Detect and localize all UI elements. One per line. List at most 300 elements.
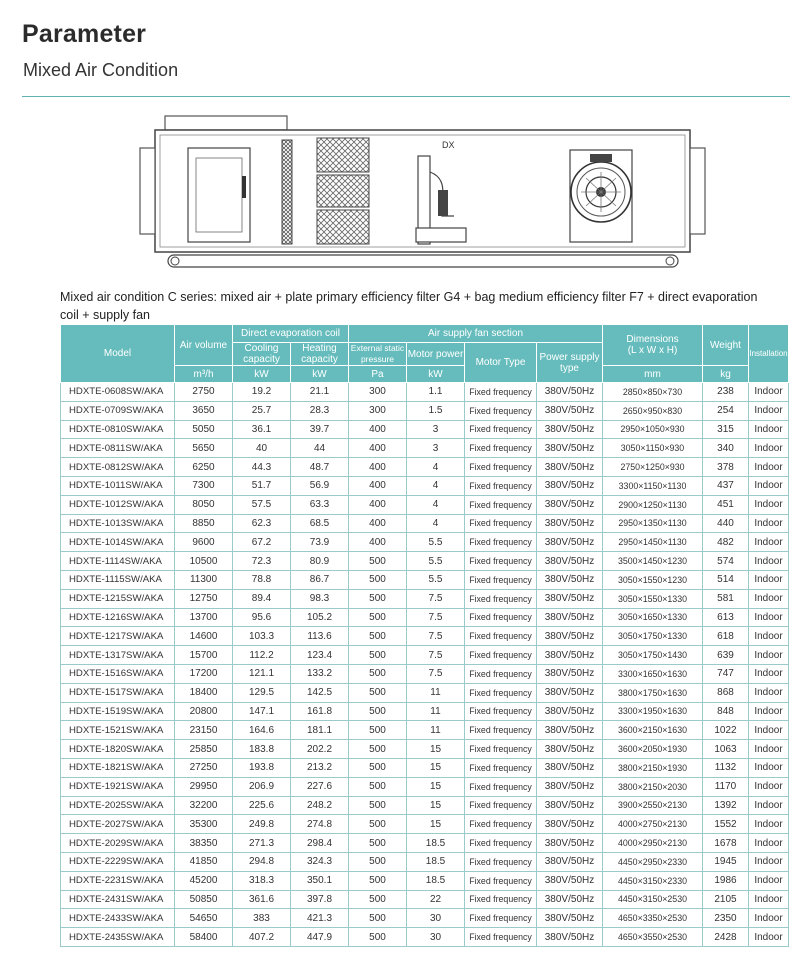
cell-model: HDXTE-1114SW/AKA [61, 552, 175, 571]
unit-air-volume: m³/h [175, 366, 233, 383]
table-row [61, 702, 789, 721]
cell-external-static-pressure: 500 [349, 815, 407, 834]
cell-power-supply: 380V/50Hz [537, 589, 603, 608]
unit-heating: kW [291, 366, 349, 383]
cell-heating-capacity: 48.7 [291, 458, 349, 477]
table-row [61, 871, 789, 890]
dimensions-sublabel: (L x W x H) [627, 345, 678, 356]
cell-heating-capacity: 161.8 [291, 702, 349, 721]
cell-model: HDXTE-1013SW/AKA [61, 514, 175, 533]
cell-model: HDXTE-0811SW/AKA [61, 439, 175, 458]
cell-power-supply: 380V/50Hz [537, 815, 603, 834]
cell-heating-capacity: 142.5 [291, 683, 349, 702]
table-row [61, 514, 789, 533]
cell-heating-capacity: 21.1 [291, 383, 349, 402]
cell-power-supply: 380V/50Hz [537, 495, 603, 514]
cell-motor-type: Fixed frequency [465, 871, 537, 890]
cell-dimensions: 3050×1750×1430 [603, 646, 703, 665]
cell-motor-type: Fixed frequency [465, 570, 537, 589]
table-row [61, 476, 789, 495]
cell-external-static-pressure: 400 [349, 514, 407, 533]
cell-air-volume: 38350 [175, 834, 233, 853]
cell-cooling-capacity: 164.6 [233, 721, 291, 740]
cell-power-supply: 380V/50Hz [537, 890, 603, 909]
cell-motor-type: Fixed frequency [465, 533, 537, 552]
cell-installation: Indoor [749, 834, 789, 853]
cell-cooling-capacity: 89.4 [233, 589, 291, 608]
cell-cooling-capacity: 193.8 [233, 758, 291, 777]
table-row [61, 890, 789, 909]
cell-weight: 581 [703, 589, 749, 608]
cell-dimensions: 2900×1250×1130 [603, 495, 703, 514]
cell-cooling-capacity: 67.2 [233, 533, 291, 552]
cell-heating-capacity: 44 [291, 439, 349, 458]
cell-motor-type: Fixed frequency [465, 608, 537, 627]
cell-heating-capacity: 68.5 [291, 514, 349, 533]
cell-motor-power: 5.5 [407, 533, 465, 552]
cell-cooling-capacity: 78.8 [233, 570, 291, 589]
cell-motor-power: 4 [407, 458, 465, 477]
cell-motor-type: Fixed frequency [465, 683, 537, 702]
cell-heating-capacity: 350.1 [291, 871, 349, 890]
cell-heating-capacity: 28.3 [291, 401, 349, 420]
cell-external-static-pressure: 400 [349, 458, 407, 477]
cell-dimensions: 4450×3150×2530 [603, 890, 703, 909]
cell-air-volume: 8050 [175, 495, 233, 514]
table-row [61, 852, 789, 871]
cell-installation: Indoor [749, 458, 789, 477]
cell-motor-type: Fixed frequency [465, 401, 537, 420]
cell-heating-capacity: 80.9 [291, 552, 349, 571]
cell-installation: Indoor [749, 664, 789, 683]
cell-installation: Indoor [749, 627, 789, 646]
cell-heating-capacity: 274.8 [291, 815, 349, 834]
cell-cooling-capacity: 225.6 [233, 796, 291, 815]
cell-model: HDXTE-1115SW/AKA [61, 570, 175, 589]
cell-cooling-capacity: 206.9 [233, 777, 291, 796]
cell-external-static-pressure: 500 [349, 796, 407, 815]
cell-weight: 451 [703, 495, 749, 514]
cell-motor-power: 3 [407, 439, 465, 458]
cell-installation: Indoor [749, 758, 789, 777]
cell-installation: Indoor [749, 514, 789, 533]
cell-weight: 747 [703, 664, 749, 683]
cell-dimensions: 3300×1150×1130 [603, 476, 703, 495]
cell-air-volume: 12750 [175, 589, 233, 608]
cell-air-volume: 58400 [175, 928, 233, 947]
cell-motor-type: Fixed frequency [465, 834, 537, 853]
cell-power-supply: 380V/50Hz [537, 420, 603, 439]
cell-cooling-capacity: 121.1 [233, 664, 291, 683]
cell-motor-power: 15 [407, 758, 465, 777]
cell-installation: Indoor [749, 401, 789, 420]
cell-external-static-pressure: 500 [349, 758, 407, 777]
cell-weight: 2428 [703, 928, 749, 947]
unit-motor-power: kW [407, 366, 465, 383]
table-row [61, 608, 789, 627]
series-description: Mixed air condition C series: mixed air + plate primary efficiency filter G4 + bag medium efficiency filter F7 + direct evaporation coil + supply fan [60, 290, 758, 322]
cell-air-volume: 7300 [175, 476, 233, 495]
cell-heating-capacity: 113.6 [291, 627, 349, 646]
page-subtitle: Mixed Air Condition [23, 60, 179, 80]
cell-model: HDXTE-0810SW/AKA [61, 420, 175, 439]
table-row [61, 740, 789, 759]
cell-air-volume: 25850 [175, 740, 233, 759]
cell-cooling-capacity: 51.7 [233, 476, 291, 495]
cell-heating-capacity: 447.9 [291, 928, 349, 947]
cell-dimensions: 4450×2950×2330 [603, 852, 703, 871]
cell-weight: 1392 [703, 796, 749, 815]
table-row [61, 646, 789, 665]
cell-model: HDXTE-2431SW/AKA [61, 890, 175, 909]
cell-motor-type: Fixed frequency [465, 664, 537, 683]
cell-model: HDXTE-1516SW/AKA [61, 664, 175, 683]
cell-installation: Indoor [749, 928, 789, 947]
cell-air-volume: 6250 [175, 458, 233, 477]
cell-weight: 848 [703, 702, 749, 721]
cell-weight: 574 [703, 552, 749, 571]
cell-air-volume: 18400 [175, 683, 233, 702]
cell-external-static-pressure: 500 [349, 852, 407, 871]
cell-motor-power: 30 [407, 928, 465, 947]
col-header-dimensions [603, 325, 703, 366]
cell-installation: Indoor [749, 383, 789, 402]
cell-air-volume: 14600 [175, 627, 233, 646]
cell-model: HDXTE-1521SW/AKA [61, 721, 175, 740]
cell-motor-type: Fixed frequency [465, 740, 537, 759]
cell-motor-power: 1.1 [407, 383, 465, 402]
cell-power-supply: 380V/50Hz [537, 852, 603, 871]
dimensions-label: Dimensions [626, 334, 679, 345]
cell-power-supply: 380V/50Hz [537, 664, 603, 683]
cell-air-volume: 11300 [175, 570, 233, 589]
cell-motor-type: Fixed frequency [465, 852, 537, 871]
cell-air-volume: 32200 [175, 796, 233, 815]
cell-motor-power: 11 [407, 721, 465, 740]
col-header-air-volume: Air volume [175, 325, 233, 366]
cell-cooling-capacity: 57.5 [233, 495, 291, 514]
col-header-heating: Heating capacity [291, 343, 349, 366]
cell-heating-capacity: 63.3 [291, 495, 349, 514]
cell-weight: 514 [703, 570, 749, 589]
cell-cooling-capacity: 36.1 [233, 420, 291, 439]
cell-motor-type: Fixed frequency [465, 420, 537, 439]
cell-motor-type: Fixed frequency [465, 815, 537, 834]
top-inlet-duct [165, 116, 287, 130]
cell-cooling-capacity: 129.5 [233, 683, 291, 702]
cell-power-supply: 380V/50Hz [537, 608, 603, 627]
cell-motor-power: 15 [407, 777, 465, 796]
cell-weight: 639 [703, 646, 749, 665]
cell-weight: 868 [703, 683, 749, 702]
dx-label: DX [442, 140, 455, 150]
cell-motor-type: Fixed frequency [465, 627, 537, 646]
cell-dimensions: 4000×2950×2130 [603, 834, 703, 853]
table-row [61, 570, 789, 589]
col-header-air-supply-fan-section: Air supply fan section [349, 325, 603, 343]
cell-installation: Indoor [749, 439, 789, 458]
cell-air-volume: 35300 [175, 815, 233, 834]
cell-weight: 1678 [703, 834, 749, 853]
cell-model: HDXTE-0709SW/AKA [61, 401, 175, 420]
cell-cooling-capacity: 103.3 [233, 627, 291, 646]
cell-air-volume: 8850 [175, 514, 233, 533]
cell-external-static-pressure: 400 [349, 495, 407, 514]
cell-dimensions: 3050×1750×1330 [603, 627, 703, 646]
table-row [61, 758, 789, 777]
cell-cooling-capacity: 294.8 [233, 852, 291, 871]
cell-air-volume: 5650 [175, 439, 233, 458]
cell-dimensions: 3050×1150×930 [603, 439, 703, 458]
cell-motor-type: Fixed frequency [465, 646, 537, 665]
cell-motor-power: 7.5 [407, 646, 465, 665]
cell-installation: Indoor [749, 420, 789, 439]
parameter-table [60, 324, 789, 947]
cell-weight: 378 [703, 458, 749, 477]
cell-heating-capacity: 133.2 [291, 664, 349, 683]
cell-cooling-capacity: 44.3 [233, 458, 291, 477]
table-row [61, 815, 789, 834]
table-row [61, 401, 789, 420]
cell-installation: Indoor [749, 683, 789, 702]
col-header-model: Model [61, 325, 175, 383]
cell-dimensions: 2850×850×730 [603, 383, 703, 402]
cell-external-static-pressure: 500 [349, 627, 407, 646]
table-row [61, 439, 789, 458]
cell-model: HDXTE-2025SW/AKA [61, 796, 175, 815]
cell-installation: Indoor [749, 777, 789, 796]
cell-installation: Indoor [749, 702, 789, 721]
cell-cooling-capacity: 112.2 [233, 646, 291, 665]
cell-dimensions: 3500×1450×1230 [603, 552, 703, 571]
cell-installation: Indoor [749, 495, 789, 514]
cell-heating-capacity: 98.3 [291, 589, 349, 608]
cell-model: HDXTE-1519SW/AKA [61, 702, 175, 721]
cell-installation: Indoor [749, 890, 789, 909]
cell-power-supply: 380V/50Hz [537, 702, 603, 721]
cell-power-supply: 380V/50Hz [537, 646, 603, 665]
cell-cooling-capacity: 72.3 [233, 552, 291, 571]
cell-power-supply: 380V/50Hz [537, 439, 603, 458]
cell-heating-capacity: 324.3 [291, 852, 349, 871]
cell-model: HDXTE-0608SW/AKA [61, 383, 175, 402]
cell-cooling-capacity: 147.1 [233, 702, 291, 721]
cell-external-static-pressure: 400 [349, 439, 407, 458]
cell-weight: 440 [703, 514, 749, 533]
cell-dimensions: 2950×1450×1130 [603, 533, 703, 552]
cell-motor-type: Fixed frequency [465, 909, 537, 928]
cell-motor-power: 30 [407, 909, 465, 928]
cell-power-supply: 380V/50Hz [537, 383, 603, 402]
cell-power-supply: 380V/50Hz [537, 476, 603, 495]
table-row [61, 533, 789, 552]
cell-motor-type: Fixed frequency [465, 589, 537, 608]
cell-external-static-pressure: 500 [349, 608, 407, 627]
cell-external-static-pressure: 400 [349, 533, 407, 552]
col-header-weight: Weight [703, 325, 749, 366]
cell-external-static-pressure: 500 [349, 664, 407, 683]
cell-dimensions: 3300×1650×1630 [603, 664, 703, 683]
cell-air-volume: 10500 [175, 552, 233, 571]
cell-model: HDXTE-1821SW/AKA [61, 758, 175, 777]
table-row [61, 589, 789, 608]
table-row [61, 627, 789, 646]
cell-weight: 482 [703, 533, 749, 552]
cell-power-supply: 380V/50Hz [537, 401, 603, 420]
cell-motor-power: 11 [407, 702, 465, 721]
cell-heating-capacity: 39.7 [291, 420, 349, 439]
col-header-direct-evaporation-coil: Direct evaporation coil [233, 325, 349, 343]
cell-motor-type: Fixed frequency [465, 777, 537, 796]
cell-model: HDXTE-2229SW/AKA [61, 852, 175, 871]
cell-heating-capacity: 397.8 [291, 890, 349, 909]
col-header-power-supply: Power supply type [537, 343, 603, 383]
cell-power-supply: 380V/50Hz [537, 627, 603, 646]
cell-motor-type: Fixed frequency [465, 721, 537, 740]
unit-cooling: kW [233, 366, 291, 383]
cell-motor-power: 7.5 [407, 608, 465, 627]
table-body [61, 383, 789, 947]
cell-dimensions: 4000×2750×2130 [603, 815, 703, 834]
cell-air-volume: 13700 [175, 608, 233, 627]
cell-model: HDXTE-1820SW/AKA [61, 740, 175, 759]
cell-dimensions: 3600×2050×1930 [603, 740, 703, 759]
table-row [61, 383, 789, 402]
cell-dimensions: 3800×2150×1930 [603, 758, 703, 777]
cell-weight: 618 [703, 627, 749, 646]
cell-motor-power: 18.5 [407, 871, 465, 890]
cell-installation: Indoor [749, 570, 789, 589]
cell-installation: Indoor [749, 533, 789, 552]
page-title: Parameter [22, 20, 147, 48]
cell-motor-power: 11 [407, 683, 465, 702]
col-header-motor-type: Motor Type [465, 343, 537, 383]
cell-air-volume: 27250 [175, 758, 233, 777]
cell-cooling-capacity: 95.6 [233, 608, 291, 627]
cell-model: HDXTE-1014SW/AKA [61, 533, 175, 552]
cell-external-static-pressure: 500 [349, 683, 407, 702]
cell-external-static-pressure: 500 [349, 777, 407, 796]
col-header-cooling: Cooling capacity [233, 343, 291, 366]
cell-motor-type: Fixed frequency [465, 439, 537, 458]
cell-installation: Indoor [749, 646, 789, 665]
door-handle-icon [242, 176, 246, 198]
cell-air-volume: 3650 [175, 401, 233, 420]
cell-air-volume: 41850 [175, 852, 233, 871]
unit-dimensions: mm [603, 366, 703, 383]
cell-model: HDXTE-1317SW/AKA [61, 646, 175, 665]
table-row [61, 834, 789, 853]
cell-weight: 437 [703, 476, 749, 495]
table-row [61, 909, 789, 928]
table-row [61, 420, 789, 439]
cell-air-volume: 20800 [175, 702, 233, 721]
cell-air-volume: 23150 [175, 721, 233, 740]
cell-model: HDXTE-2435SW/AKA [61, 928, 175, 947]
cell-heating-capacity: 421.3 [291, 909, 349, 928]
cell-cooling-capacity: 183.8 [233, 740, 291, 759]
cell-motor-power: 4 [407, 514, 465, 533]
cell-model: HDXTE-2029SW/AKA [61, 834, 175, 853]
cell-motor-type: Fixed frequency [465, 495, 537, 514]
cell-heating-capacity: 298.4 [291, 834, 349, 853]
cell-motor-power: 7.5 [407, 627, 465, 646]
cell-weight: 1945 [703, 852, 749, 871]
table-row [61, 777, 789, 796]
table-row [61, 664, 789, 683]
cell-motor-power: 15 [407, 796, 465, 815]
cell-cooling-capacity: 40 [233, 439, 291, 458]
unit-weight: kg [703, 366, 749, 383]
cell-power-supply: 380V/50Hz [537, 834, 603, 853]
cell-weight: 254 [703, 401, 749, 420]
cell-weight: 1170 [703, 777, 749, 796]
cell-weight: 1063 [703, 740, 749, 759]
cell-motor-power: 4 [407, 476, 465, 495]
cell-air-volume: 2750 [175, 383, 233, 402]
cell-external-static-pressure: 300 [349, 401, 407, 420]
cell-dimensions: 3050×1650×1330 [603, 608, 703, 627]
cell-dimensions: 4650×3350×2530 [603, 909, 703, 928]
cell-external-static-pressure: 500 [349, 570, 407, 589]
cell-power-supply: 380V/50Hz [537, 683, 603, 702]
cell-power-supply: 380V/50Hz [537, 552, 603, 571]
cell-power-supply: 380V/50Hz [537, 458, 603, 477]
cell-installation: Indoor [749, 852, 789, 871]
cell-motor-power: 4 [407, 495, 465, 514]
cell-motor-type: Fixed frequency [465, 552, 537, 571]
cell-power-supply: 380V/50Hz [537, 928, 603, 947]
cell-power-supply: 380V/50Hz [537, 777, 603, 796]
cell-model: HDXTE-1011SW/AKA [61, 476, 175, 495]
cell-external-static-pressure: 500 [349, 871, 407, 890]
unit-external-static: Pa [349, 366, 407, 383]
table-row [61, 552, 789, 571]
cell-external-static-pressure: 400 [349, 420, 407, 439]
cell-weight: 340 [703, 439, 749, 458]
bag-filter [317, 138, 369, 172]
cell-heating-capacity: 213.2 [291, 758, 349, 777]
cell-motor-power: 1.5 [407, 401, 465, 420]
cell-model: HDXTE-1217SW/AKA [61, 627, 175, 646]
cell-cooling-capacity: 249.8 [233, 815, 291, 834]
cell-motor-type: Fixed frequency [465, 796, 537, 815]
table-row [61, 458, 789, 477]
right-flange [690, 148, 705, 234]
cell-dimensions: 3800×2150×2030 [603, 777, 703, 796]
cell-power-supply: 380V/50Hz [537, 721, 603, 740]
cell-heating-capacity: 73.9 [291, 533, 349, 552]
cell-dimensions: 3050×1550×1230 [603, 570, 703, 589]
cell-dimensions: 3800×1750×1630 [603, 683, 703, 702]
base-frame [168, 255, 678, 267]
cell-motor-power: 15 [407, 815, 465, 834]
cell-air-volume: 50850 [175, 890, 233, 909]
cell-weight: 315 [703, 420, 749, 439]
cell-cooling-capacity: 407.2 [233, 928, 291, 947]
cell-power-supply: 380V/50Hz [537, 533, 603, 552]
col-header-installation: Installation [749, 325, 789, 383]
cell-power-supply: 380V/50Hz [537, 909, 603, 928]
cell-external-static-pressure: 500 [349, 702, 407, 721]
cell-motor-type: Fixed frequency [465, 758, 537, 777]
cell-installation: Indoor [749, 589, 789, 608]
cell-power-supply: 380V/50Hz [537, 796, 603, 815]
left-flange [140, 148, 155, 234]
cell-air-volume: 45200 [175, 871, 233, 890]
cell-air-volume: 5050 [175, 420, 233, 439]
cell-model: HDXTE-1921SW/AKA [61, 777, 175, 796]
